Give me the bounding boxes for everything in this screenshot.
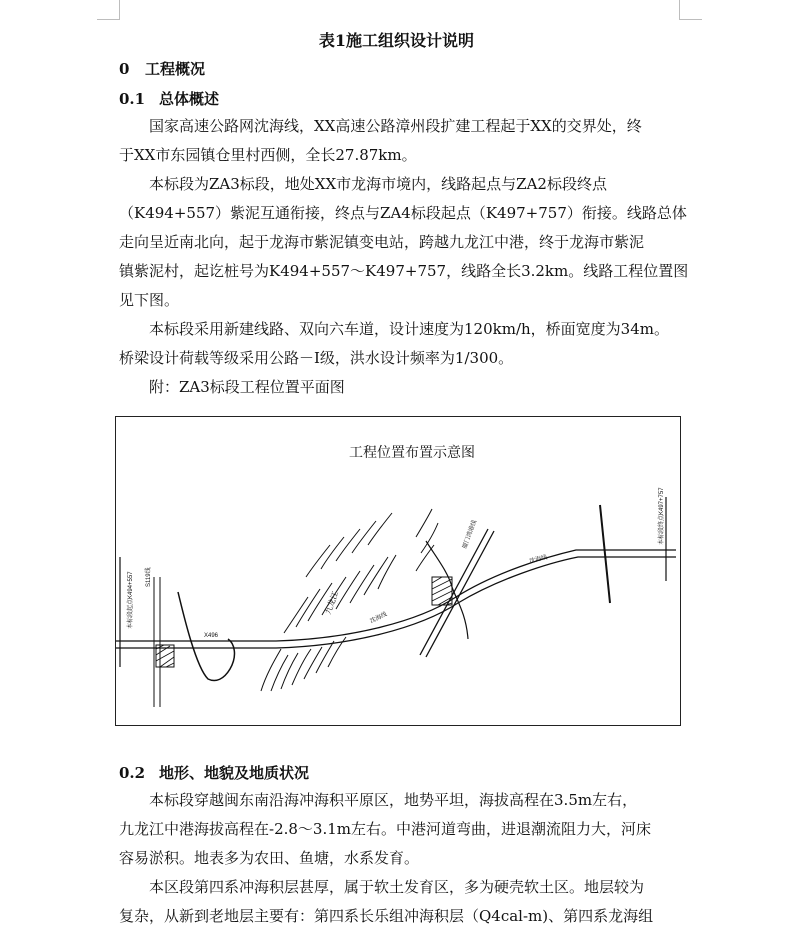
paragraph-terrain-1 (119, 786, 679, 873)
text-line: 走向呈近南北向，起于龙海市紫泥镇变电站，跨越九龙江中港，终于龙海市紫泥 (119, 233, 645, 251)
road-label-mid: 沈海线 (369, 611, 389, 625)
section-number: 0.1 (119, 90, 146, 108)
paragraph-figure-caption (119, 373, 679, 402)
crop-mark-top-left-v (119, 0, 120, 20)
paragraph-overview-1 (119, 112, 679, 170)
text-line: 镇紫泥村，起讫桩号为K494+557～K497+757，线路全长3.2km。线路工程位置图 (119, 262, 689, 280)
paragraph-overview-3 (119, 315, 679, 373)
river-hatching (261, 509, 438, 691)
section-tick (600, 505, 610, 603)
road-label-left: X496 (204, 633, 219, 639)
paragraph-terrain-2 (119, 873, 679, 931)
crop-mark-top-right-h (679, 19, 702, 20)
section-title: 地形、地貌及地质状况 (159, 764, 310, 782)
text-line: 九龙江中港海拔高程在-2.8～3.1m左右。中港河道弯曲，进退潮流阻力大，河床 (119, 820, 652, 838)
text-line: 容易淤积。地表多为农田、鱼塘，水系发育。 (119, 849, 420, 867)
crop-mark-top-left-h (97, 19, 120, 20)
paragraph-overview-2 (119, 170, 689, 315)
text-line: 于XX市东园镇仓里村西侧，全长27.87km。 (119, 146, 417, 164)
text-line: 附：ZA3标段工程位置平面图 (149, 378, 345, 396)
figure-title: 工程位置布置示意图 (349, 444, 475, 460)
section-heading-0-2 (119, 762, 309, 783)
diagonal-road-line-2 (426, 531, 494, 657)
text-line: 桥梁设计荷载等级采用公路－Ⅰ级，洪水设计频率为1/300。 (119, 349, 514, 367)
section-number: 0 (119, 60, 130, 78)
section-heading-0 (119, 58, 205, 79)
section-number: 0.2 (119, 764, 146, 782)
highway-line-lower (116, 557, 676, 648)
location-map-svg (116, 417, 682, 727)
text-line: 国家高速公路网沈海线，XX高速公路漳州段扩建工程起于XX的交界处，终 (149, 117, 642, 135)
text-line: 本标段采用新建线路、双向六车道，设计速度为120km/h，桥面宽度为34m。 (149, 320, 669, 338)
text-line: 复杂，从新到老地层主要有：第四系长乐组冲海积层（Q4cal-m)、第四系龙海组 (119, 907, 654, 925)
highway-line-upper (116, 550, 676, 641)
section-heading-0-1 (119, 88, 219, 109)
text-line: 本标段穿越闽东南沿海冲海积平原区，地势平坦，海拔高程在3.5m左右， (149, 791, 638, 809)
crop-mark-top-right-v (679, 0, 680, 20)
location-map-figure (115, 416, 681, 726)
end-marker-label: 本标段终点K497+757 (659, 487, 665, 545)
road-label-vertical: S119线 (146, 567, 152, 587)
text-line: 本标段为ZA3标段，地处XX市龙海市境内，线路起点与ZA2标段终点 (149, 175, 607, 193)
page-title: 表1施工组织设计说明 (318, 31, 475, 50)
text-line: 见下图。 (119, 291, 180, 309)
start-marker-label: 本标段起点K494+557 (128, 571, 134, 629)
text-line: （K494+557）紫泥互通衔接，终点与ZA4标段起点（K497+757）衔接。线路总体 (119, 204, 687, 222)
section-title: 总体概述 (159, 90, 220, 108)
section-title: 工程概况 (145, 60, 206, 78)
diagonal-road-label: 厦门湾港线 (462, 519, 479, 550)
river-label: 九龙江 (323, 590, 341, 616)
road-label-right: 沈海线 (529, 554, 548, 565)
text-line: 本区段第四系冲海积层甚厚，属于软土发育区，多为硬壳软土区。地层较为 (149, 878, 645, 896)
